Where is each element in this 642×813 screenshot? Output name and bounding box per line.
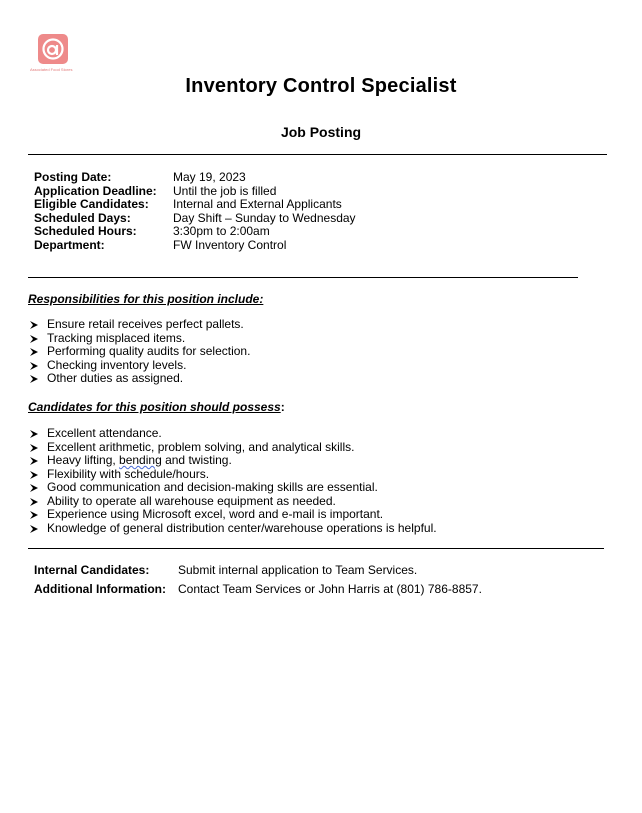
- detail-value: Internal and External Applicants: [173, 197, 342, 211]
- list-item: [28, 427, 437, 441]
- arrow-bullet-icon: [28, 372, 47, 386]
- job-details: [34, 171, 356, 252]
- qualifications-heading-colon: :: [280, 400, 285, 414]
- list-item-text: Experience using Microsoft excel, word and e-mail is important.: [47, 507, 384, 521]
- list-item: [28, 454, 437, 468]
- detail-value: 3:30pm to 2:00am: [173, 224, 270, 238]
- qualifications-heading-text: Candidates for this position should possess: [28, 400, 281, 414]
- contact-info: [34, 563, 482, 601]
- arrow-bullet-icon: [28, 318, 47, 332]
- responsibilities-heading: [28, 292, 263, 306]
- list-item-text: Other duties as assigned.: [47, 371, 184, 385]
- detail-row-days: [34, 212, 356, 226]
- qualifications-heading: [28, 400, 285, 414]
- arrow-bullet-icon: [28, 454, 47, 468]
- responsibilities-list: [28, 318, 250, 386]
- qualifications-list: [28, 427, 437, 535]
- page-subtitle: Job Posting: [280, 124, 362, 140]
- arrow-bullet-icon: [28, 359, 47, 373]
- list-item: [28, 522, 437, 536]
- detail-label: Posting Date:: [34, 170, 112, 184]
- list-item-text: Excellent arithmetic, problem solving, and analytical skills.: [47, 439, 355, 454]
- list-item: [28, 508, 437, 522]
- detail-label: Department:: [34, 237, 105, 252]
- footer-label: Internal Candidates:: [34, 563, 150, 577]
- list-item: [28, 359, 250, 373]
- page-title: Inventory Control Specialist: [185, 75, 457, 97]
- list-item: [28, 468, 437, 482]
- arrow-bullet-icon: [28, 441, 47, 455]
- list-item-text: Good communication and decision-making skills are essential.: [47, 480, 378, 494]
- arrow-bullet-icon: [28, 332, 47, 346]
- footer-value: Contact Team Services or John Harris at (801) 786-8857.: [178, 582, 482, 596]
- list-item-text: Checking inventory levels.: [47, 357, 187, 372]
- list-item-text: Knowledge of general distribution center/warehouse operations is helpful.: [47, 520, 437, 535]
- arrow-bullet-icon: [28, 427, 47, 441]
- detail-value: Until the job is filled: [173, 183, 277, 198]
- list-item-text: Ensure retail receives perfect pallets.: [47, 317, 244, 331]
- detail-label: Scheduled Days:: [34, 210, 131, 225]
- list-item: [28, 318, 250, 332]
- divider-top: [28, 154, 607, 155]
- list-item-text-part: Heavy lifting,: [47, 453, 120, 467]
- detail-row-department: [34, 239, 356, 253]
- detail-row-eligible: [34, 198, 356, 212]
- divider-middle: [28, 277, 578, 278]
- footer-row-internal: [34, 563, 482, 582]
- arrow-bullet-icon: [28, 508, 47, 522]
- company-logo: [30, 34, 80, 74]
- arrow-bullet-icon: [28, 468, 47, 482]
- detail-label: Eligible Candidates:: [34, 197, 149, 211]
- arrow-bullet-icon: [28, 522, 47, 536]
- arrow-bullet-icon: [28, 481, 47, 495]
- detail-value: May 19, 2023: [173, 170, 246, 184]
- list-item: [28, 441, 437, 455]
- list-item-text: Excellent attendance.: [47, 426, 162, 440]
- detail-row-deadline: [34, 185, 356, 199]
- divider-bottom: [28, 548, 604, 549]
- list-item: [28, 495, 437, 509]
- list-item-text: Performing quality audits for selection.: [47, 344, 251, 358]
- logo-mark: [38, 34, 68, 64]
- responsibilities-heading-text: Responsibilities for this position include:: [28, 292, 264, 306]
- footer-row-additional: [34, 582, 482, 601]
- footer-value: Submit internal application to Team Services.: [178, 563, 418, 577]
- list-item: [28, 481, 437, 495]
- logo-caption: Associated Food Stores: [30, 67, 73, 72]
- logo-a-icon: [38, 34, 68, 64]
- footer-label: Additional Information:: [34, 582, 166, 596]
- detail-row-posting-date: [34, 171, 356, 185]
- detail-value: FW Inventory Control: [173, 237, 287, 252]
- spellcheck-flagged-word: bending: [119, 453, 162, 467]
- arrow-bullet-icon: [28, 495, 47, 509]
- list-item-text-part: and twisting.: [161, 453, 232, 467]
- detail-label: Application Deadline:: [34, 183, 157, 198]
- list-item-text: Flexibility with schedule/hours.: [47, 466, 210, 481]
- list-item-text: Ability to operate all warehouse equipment as needed.: [47, 493, 336, 508]
- list-item-text: [47, 454, 232, 468]
- detail-label: Scheduled Hours:: [34, 224, 137, 238]
- list-item: [28, 345, 250, 359]
- list-item: [28, 372, 250, 386]
- list-item-text: Tracking misplaced items.: [47, 330, 186, 345]
- detail-value: Day Shift – Sunday to Wednesday: [173, 210, 356, 225]
- arrow-bullet-icon: [28, 345, 47, 359]
- detail-row-hours: [34, 225, 356, 239]
- list-item: [28, 332, 250, 346]
